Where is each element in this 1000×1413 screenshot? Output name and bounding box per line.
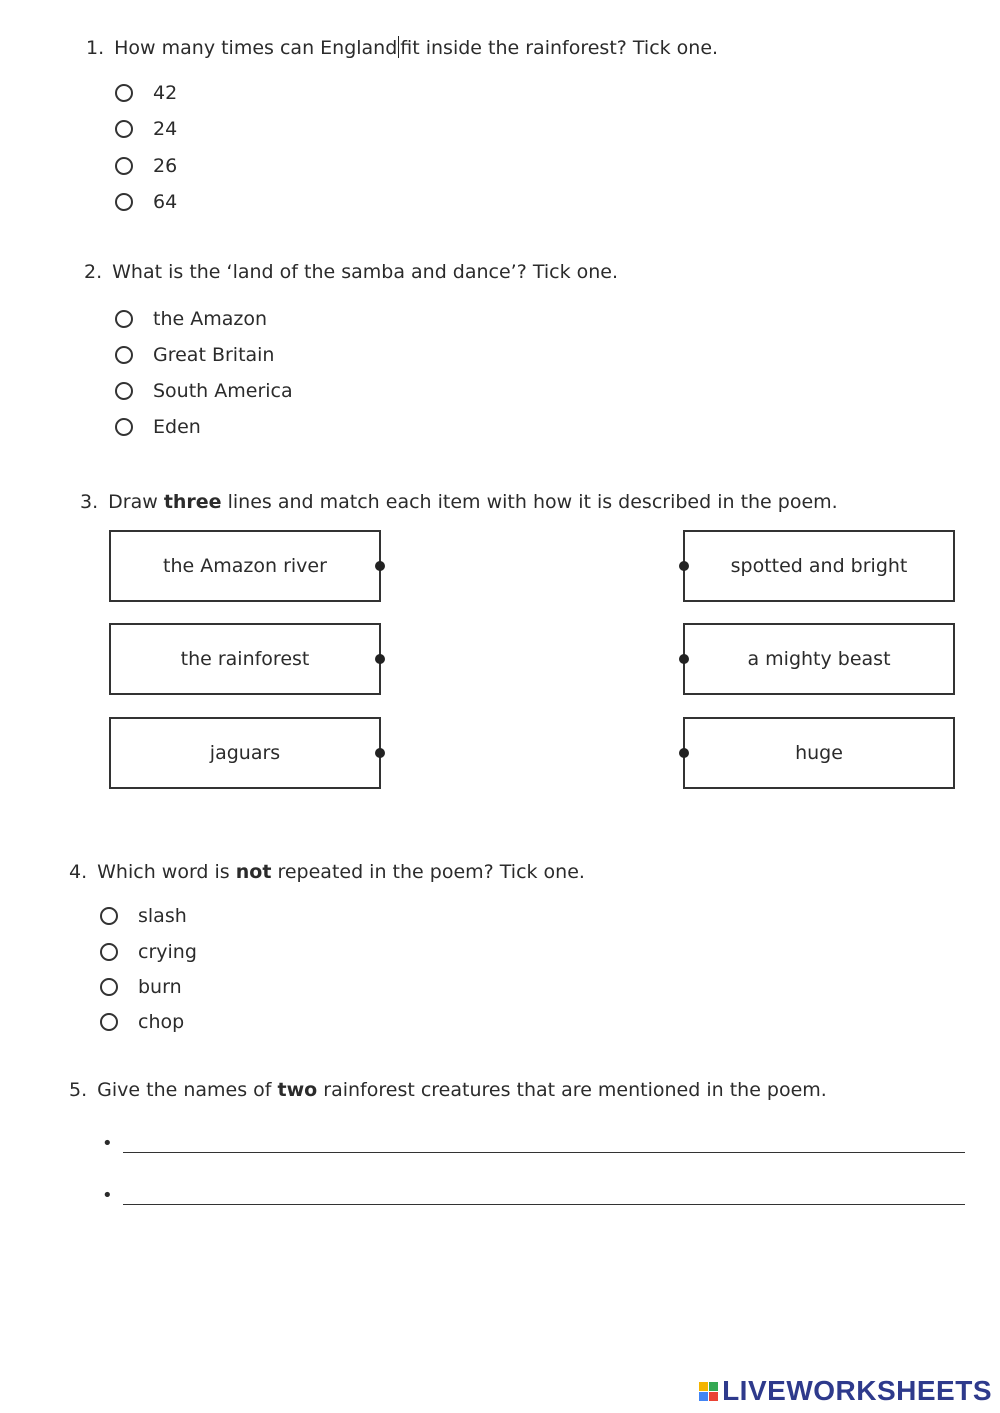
radio-button[interactable] [115, 157, 133, 175]
match-dot[interactable] [375, 748, 385, 758]
q2-option[interactable] [115, 308, 267, 330]
question-number: 1. [86, 37, 105, 59]
logo-mark-icon [699, 1382, 718, 1401]
option-label: South America [153, 380, 293, 402]
liveworksheets-logo [699, 1375, 992, 1407]
radio-button[interactable] [100, 943, 118, 961]
question-text: Give the names of [97, 1079, 272, 1101]
radio-button[interactable] [100, 907, 118, 925]
match-label: a mighty beast [747, 648, 891, 670]
question-number: 3. [80, 491, 99, 513]
q1-option[interactable] [115, 82, 177, 104]
match-right-item [683, 623, 955, 695]
q4-option[interactable] [100, 976, 182, 998]
logo-square [699, 1392, 708, 1401]
radio-button[interactable] [100, 1013, 118, 1031]
question-emphasis: two [277, 1079, 318, 1101]
q2-option[interactable] [115, 380, 293, 402]
match-right-item [683, 717, 955, 789]
question-text-cont: rainforest creatures that are mentioned in the poem. [323, 1079, 827, 1101]
option-label: slash [138, 905, 187, 927]
question-5 [69, 1079, 827, 1101]
question-text-cont: lines and match each item with how it is described in the poem. [227, 491, 838, 513]
match-label: jaguars [209, 742, 281, 764]
answer-line-1[interactable] [123, 1152, 965, 1153]
option-label: chop [138, 1011, 185, 1033]
q1-option[interactable] [115, 118, 177, 140]
question-4 [69, 861, 585, 883]
question-text: How many times can England [114, 37, 398, 59]
answer-bullet: • [102, 1133, 113, 1154]
option-label: 64 [153, 191, 178, 213]
question-number: 4. [69, 861, 88, 883]
question-text: Which word is [97, 861, 230, 883]
question-emphasis: not [235, 861, 272, 883]
match-dot[interactable] [375, 561, 385, 571]
option-label: Eden [153, 416, 201, 438]
match-left-item [109, 530, 381, 602]
option-label: the Amazon [153, 308, 268, 330]
match-label: spotted and bright [730, 555, 908, 577]
match-label: the Amazon river [163, 555, 327, 577]
q4-option[interactable] [100, 941, 197, 963]
match-left-item [109, 717, 381, 789]
q2-option[interactable] [115, 416, 201, 438]
question-3 [80, 491, 838, 513]
radio-button[interactable] [115, 310, 133, 328]
match-label: the rainforest [180, 648, 310, 670]
radio-button[interactable] [115, 193, 133, 211]
q4-option[interactable] [100, 905, 187, 927]
radio-button[interactable] [115, 346, 133, 364]
question-emphasis: three [163, 491, 222, 513]
match-dot[interactable] [679, 654, 689, 664]
logo-square [709, 1392, 718, 1401]
q1-option[interactable] [115, 155, 177, 177]
match-label: huge [795, 742, 843, 764]
question-text: What is the ‘land of the samba and dance’? Tick one. [112, 261, 619, 283]
option-label: 24 [153, 118, 178, 140]
answer-line-2[interactable] [123, 1204, 965, 1205]
logo-square [699, 1382, 708, 1391]
option-label: burn [138, 976, 182, 998]
logo-square [709, 1382, 718, 1391]
question-1 [86, 36, 718, 59]
radio-button[interactable] [115, 382, 133, 400]
radio-button[interactable] [115, 418, 133, 436]
match-left-item [109, 623, 381, 695]
q2-option[interactable] [115, 344, 274, 366]
question-number: 2. [84, 261, 103, 283]
radio-button[interactable] [115, 120, 133, 138]
match-right-item [683, 530, 955, 602]
match-dot[interactable] [375, 654, 385, 664]
option-label: 42 [153, 82, 178, 104]
option-label: crying [138, 941, 197, 963]
question-text: Draw [108, 491, 158, 513]
option-label: Great Britain [153, 344, 275, 366]
question-text-cont: repeated in the poem? Tick one. [277, 861, 585, 883]
q1-option[interactable] [115, 191, 177, 213]
radio-button[interactable] [115, 84, 133, 102]
answer-bullet: • [102, 1185, 113, 1206]
match-dot[interactable] [679, 748, 689, 758]
q4-option[interactable] [100, 1011, 184, 1033]
radio-button[interactable] [100, 978, 118, 996]
logo-text: LIVEWORKSHEETS [722, 1375, 992, 1406]
question-2 [84, 261, 618, 283]
question-text-cont: fit inside the rainforest? Tick one. [400, 37, 719, 59]
option-label: 26 [153, 155, 178, 177]
match-dot[interactable] [679, 561, 689, 571]
question-number: 5. [69, 1079, 88, 1101]
